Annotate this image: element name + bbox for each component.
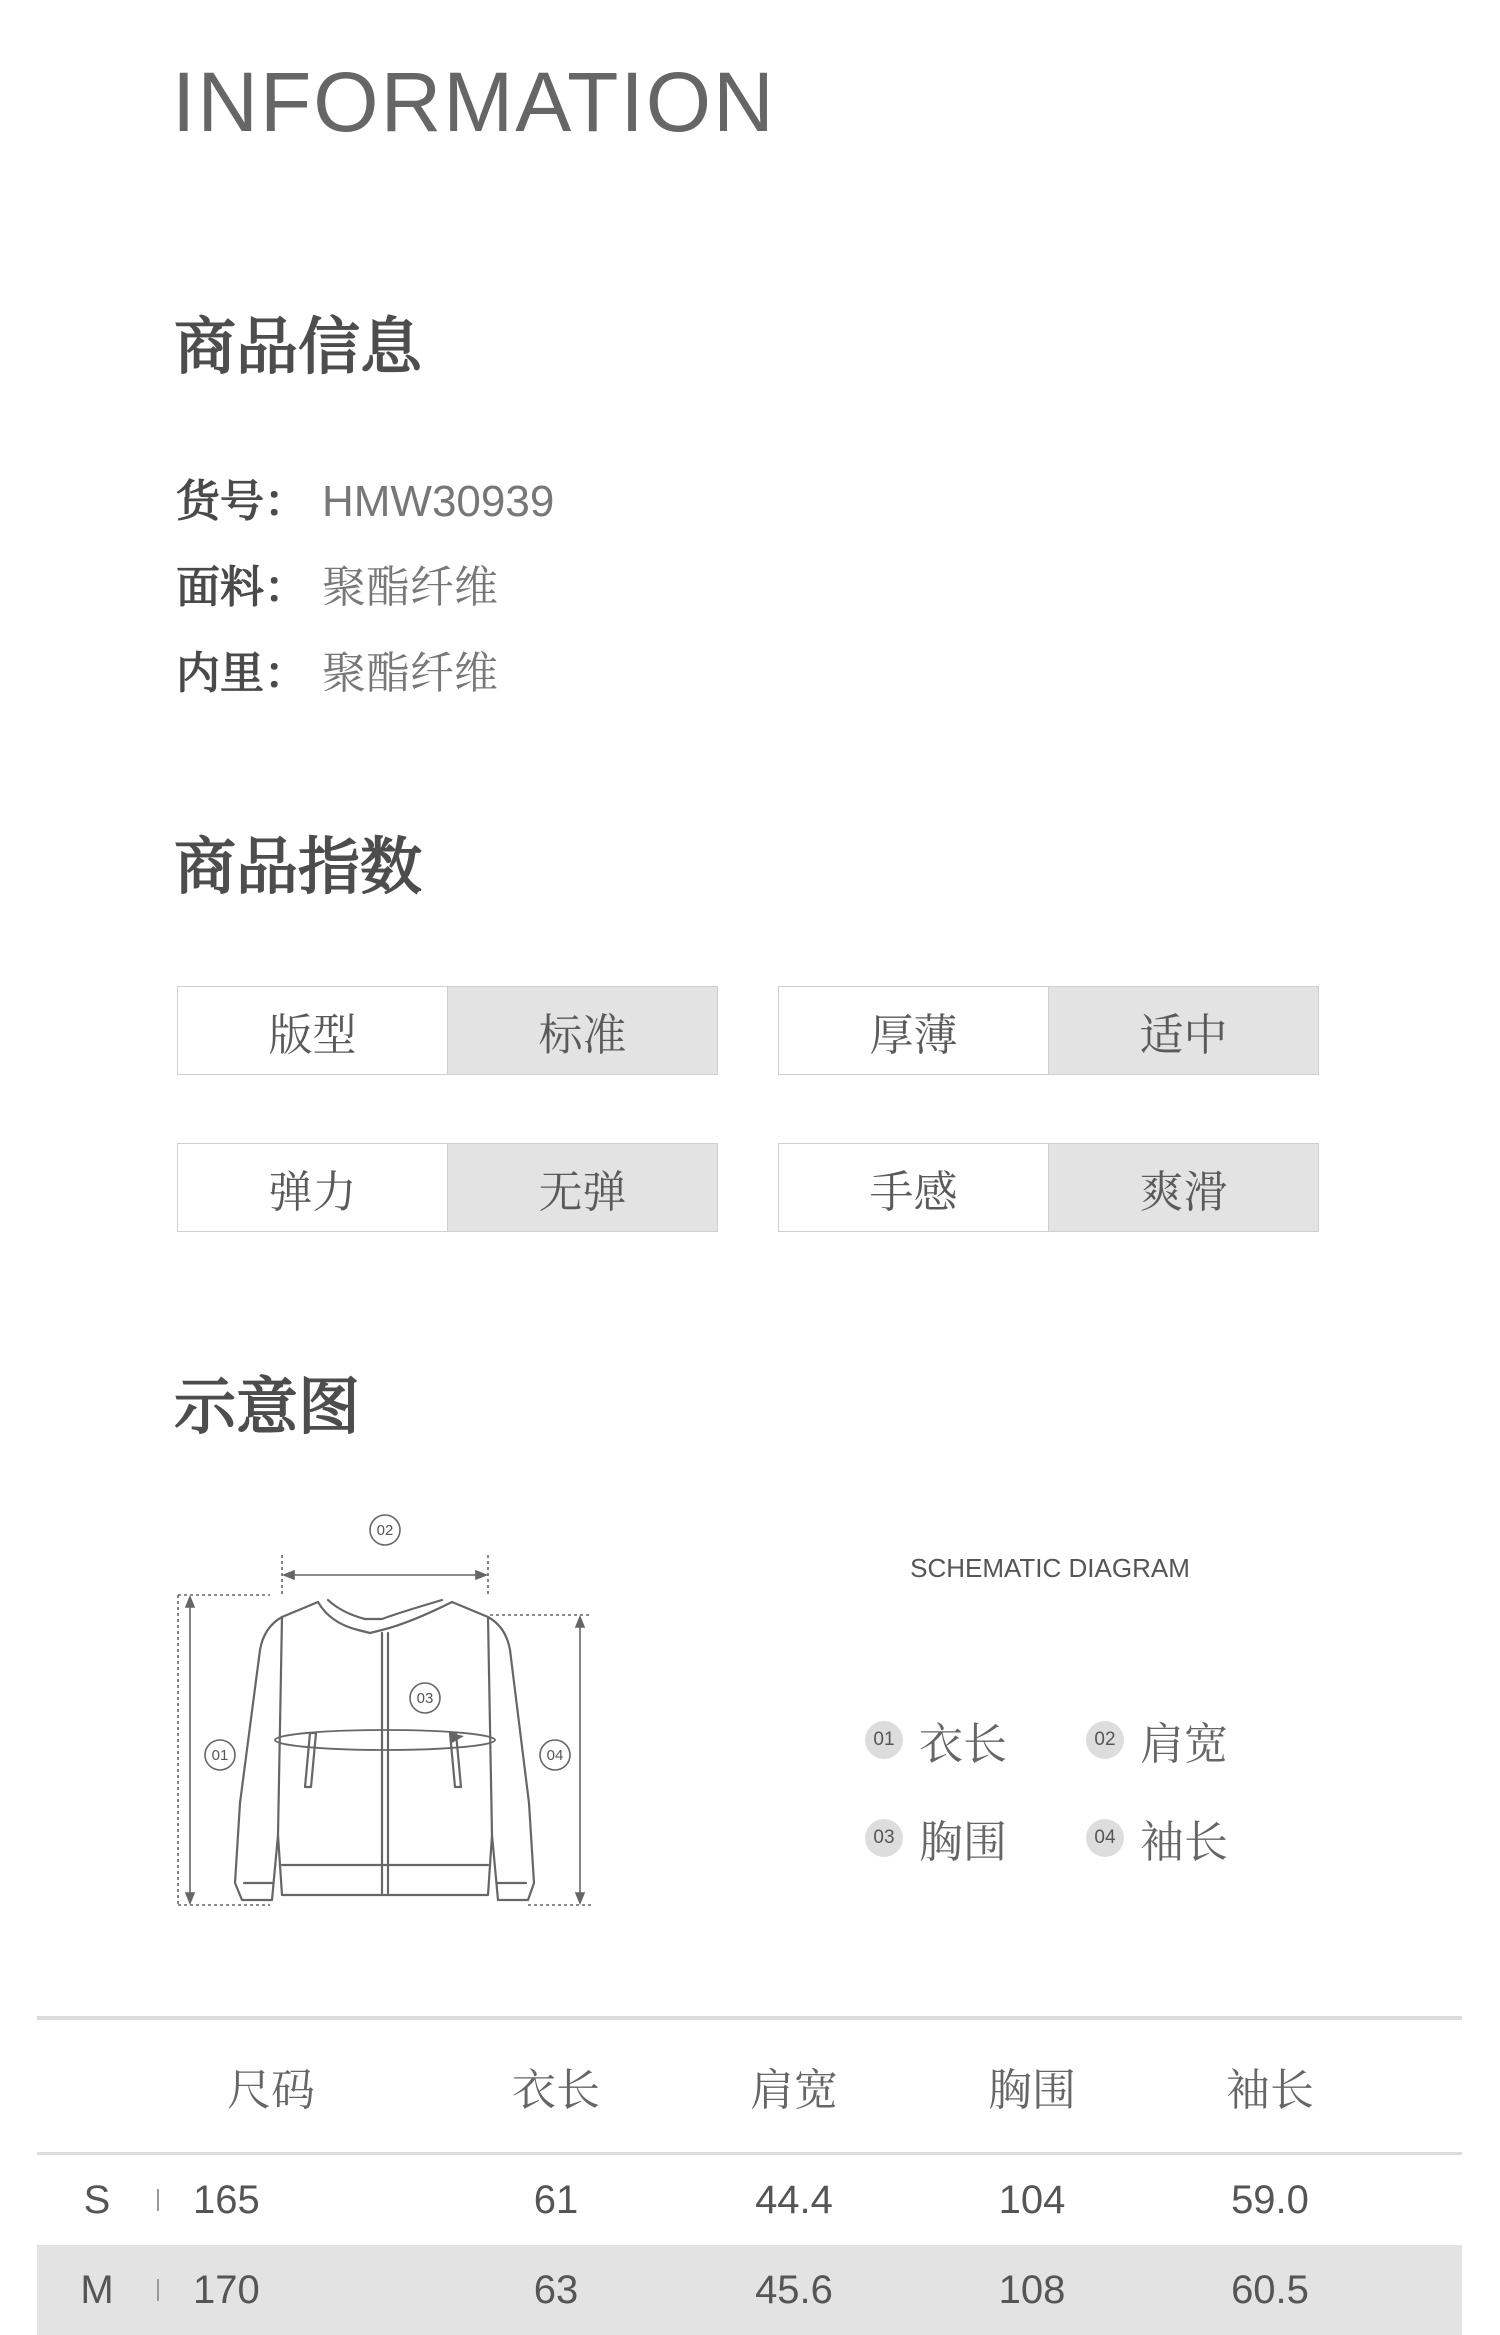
cell-shoulder: 45.6 (755, 2267, 833, 2312)
marker-03-label: 03 (416, 1690, 434, 1707)
legend-item-chest (865, 1806, 1007, 1870)
table-row (37, 2155, 1462, 2245)
attr-value: 标准 (448, 987, 717, 1074)
header-length: 衣长 (512, 2065, 600, 2116)
cell-sleeve: 60.5 (1231, 2267, 1309, 2312)
info-value: 聚酯纤维 (322, 648, 498, 699)
info-row-lining (176, 648, 498, 699)
info-label: 货号： (176, 476, 308, 527)
legend-number: 01 (865, 1721, 903, 1759)
size-letter: S (83, 2177, 111, 2222)
cell-length: 63 (533, 2267, 579, 2312)
cell-sleeve: 59.0 (1231, 2177, 1309, 2222)
attr-value: 爽滑 (1049, 1144, 1318, 1231)
cell-length: 61 (533, 2177, 579, 2222)
legend-label: 衣长 (919, 1719, 1007, 1770)
size-divider (157, 2189, 159, 2211)
size-cell (37, 2268, 437, 2313)
legend-label: 肩宽 (1140, 1719, 1228, 1770)
info-row-fabric (176, 562, 498, 613)
pocket-left (305, 1733, 316, 1787)
schematic-title: 示意图 (174, 1370, 361, 1443)
marker-02-label: 02 (376, 1522, 394, 1539)
marker-01-label: 01 (211, 1747, 229, 1764)
attr-label: 版型 (178, 987, 448, 1074)
info-value: HMW30939 (322, 477, 555, 526)
table-header-row (37, 2020, 1462, 2152)
size-cell (37, 2178, 437, 2223)
header-size: 尺码 (227, 2065, 315, 2116)
product-index-title: 商品指数 (174, 830, 423, 903)
collar-inner (328, 1600, 442, 1619)
legend-item-sleeve (1086, 1806, 1228, 1870)
legend-number: 04 (1086, 1819, 1124, 1857)
legend-number: 03 (865, 1819, 903, 1857)
info-row-sku (176, 476, 555, 527)
attr-value: 适中 (1049, 987, 1318, 1074)
attr-fit (177, 986, 718, 1075)
marker-04-label: 04 (546, 1747, 564, 1764)
legend-number: 02 (1086, 1721, 1124, 1759)
legend-label: 袖长 (1140, 1817, 1228, 1868)
product-info-title: 商品信息 (174, 310, 423, 383)
size-letter: M (80, 2267, 114, 2312)
size-divider (157, 2279, 159, 2301)
info-label: 面料： (176, 562, 308, 613)
legend-item-shoulder (1086, 1708, 1228, 1772)
attr-thickness (778, 986, 1319, 1075)
jacket-schematic (160, 1505, 600, 1935)
cell-chest: 108 (998, 2267, 1066, 2312)
attr-value: 无弹 (448, 1144, 717, 1231)
cell-chest: 104 (998, 2177, 1066, 2222)
header-chest: 胸围 (988, 2065, 1076, 2116)
attr-label: 弹力 (178, 1144, 448, 1231)
attr-hand-feel (778, 1143, 1319, 1232)
attr-label: 手感 (779, 1144, 1049, 1231)
cell-shoulder: 44.4 (755, 2177, 833, 2222)
page-hero-title: INFORMATION (172, 55, 776, 149)
legend-item-length (865, 1708, 1007, 1772)
size-table (37, 2016, 1462, 2335)
schematic-caption: SCHEMATIC DIAGRAM (910, 1553, 1190, 1583)
info-label: 内里： (176, 648, 308, 699)
size-height: 165 (193, 2177, 260, 2222)
attr-elasticity (177, 1143, 718, 1232)
legend-label: 胸围 (919, 1817, 1007, 1868)
attr-label: 厚薄 (779, 987, 1049, 1074)
info-value: 聚酯纤维 (322, 562, 498, 613)
header-shoulder: 肩宽 (750, 2065, 838, 2116)
header-sleeve: 袖长 (1226, 2065, 1314, 2116)
size-height: 170 (193, 2267, 260, 2312)
